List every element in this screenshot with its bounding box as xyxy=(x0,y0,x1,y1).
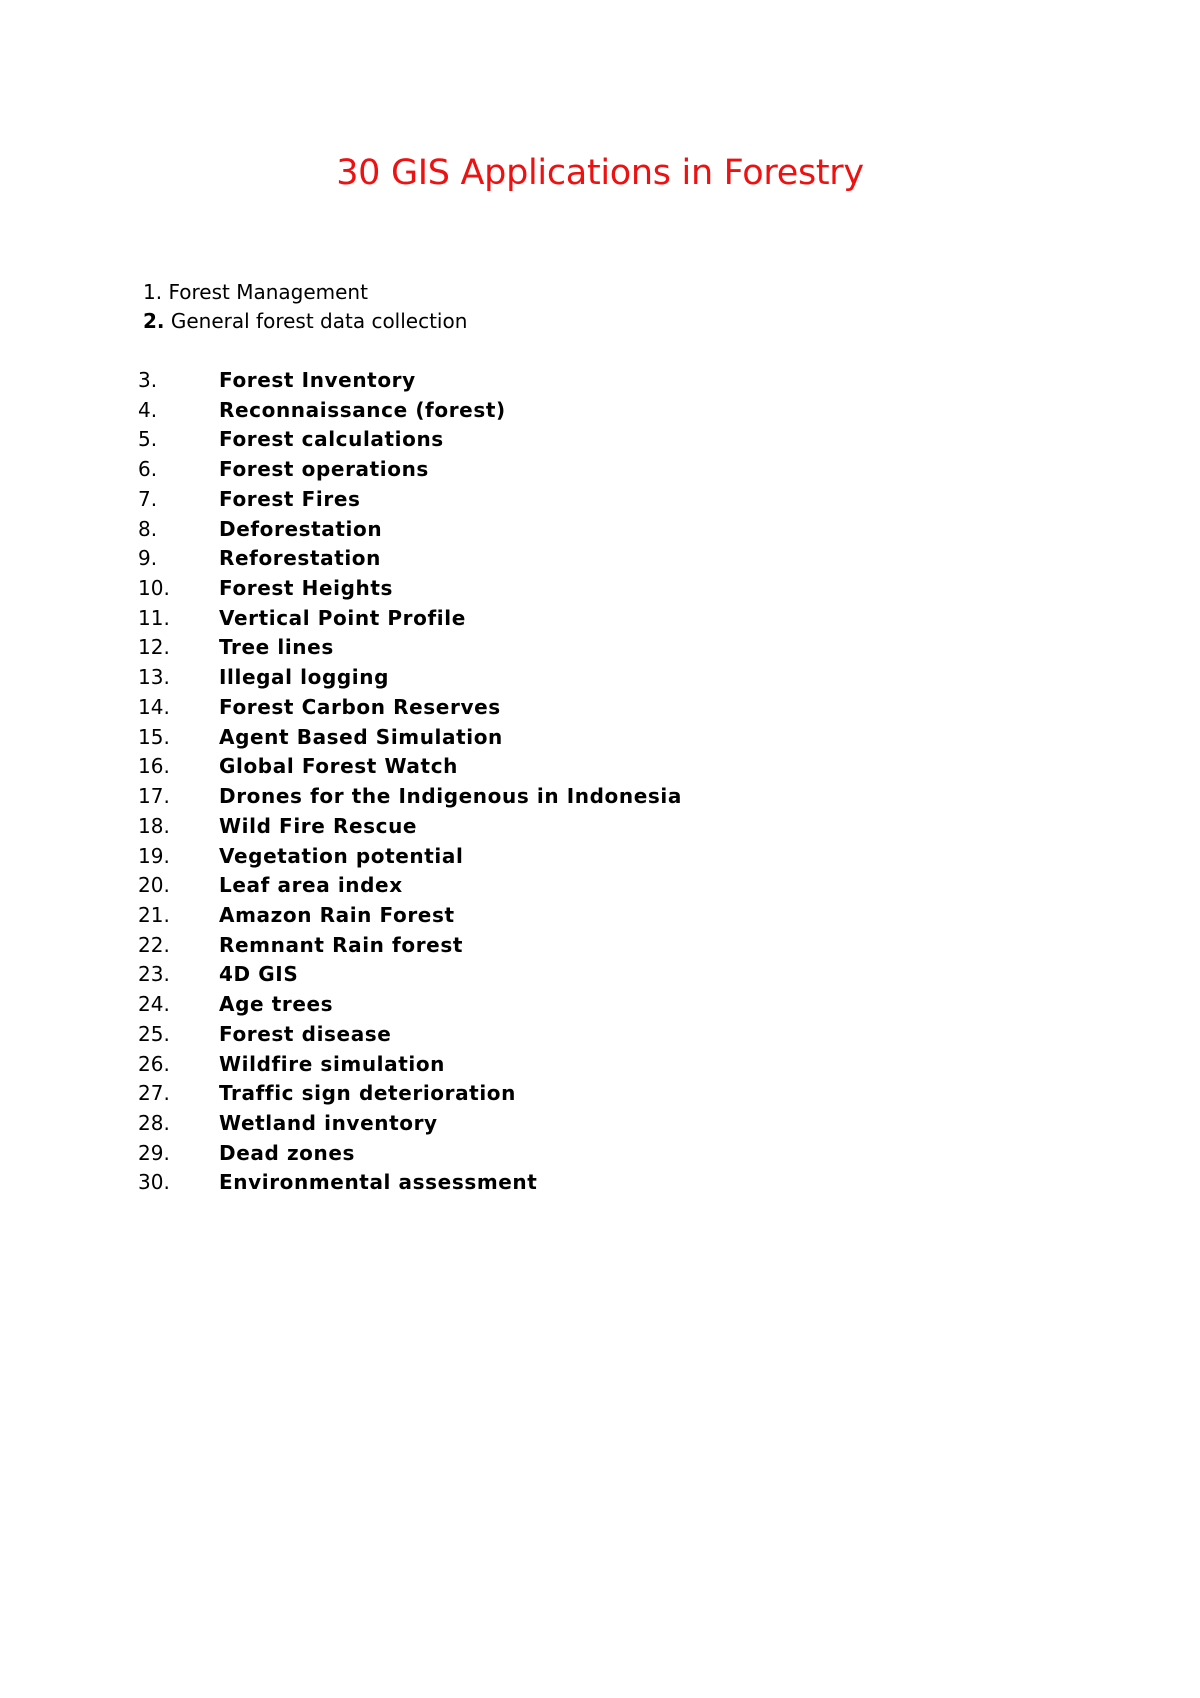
item-number: 21. xyxy=(138,902,170,927)
list-item xyxy=(138,1109,682,1139)
item-label: Leaf area index xyxy=(219,873,403,898)
list-item xyxy=(138,901,682,931)
item-number: 18. xyxy=(138,813,170,838)
item-label: Amazon Rain Forest xyxy=(219,902,455,927)
item-number: 26. xyxy=(138,1051,170,1076)
list-item xyxy=(138,960,682,990)
item-number: 30. xyxy=(138,1170,170,1195)
item-number: 9. xyxy=(138,546,158,571)
item-number: 10. xyxy=(138,576,170,601)
page-title: 30 GIS Applications in Forestry xyxy=(336,153,864,193)
item-label: Forest Fires xyxy=(219,486,361,511)
list-item xyxy=(138,782,682,812)
list-item xyxy=(143,278,467,307)
item-label: Forest Management xyxy=(168,280,368,304)
item-label: Wetland inventory xyxy=(219,1110,438,1135)
item-number: 19. xyxy=(138,843,170,868)
item-number: 29. xyxy=(138,1140,170,1165)
item-label: Tree lines xyxy=(219,635,334,660)
intro-list xyxy=(143,278,467,336)
list-item xyxy=(138,812,682,842)
list-item xyxy=(138,544,682,574)
item-label: Vertical Point Profile xyxy=(219,605,466,630)
item-label: Dead zones xyxy=(219,1140,356,1165)
list-item xyxy=(138,1168,682,1198)
item-number: 25. xyxy=(138,1021,170,1046)
list-item xyxy=(138,1050,682,1080)
item-label: Remnant Rain forest xyxy=(219,932,463,957)
list-item xyxy=(138,871,682,901)
item-label: Drones for the Indigenous in Indonesia xyxy=(219,784,682,809)
item-number: 28. xyxy=(138,1110,170,1135)
list-item xyxy=(138,396,682,426)
item-label: Forest Inventory xyxy=(219,368,416,392)
list-item xyxy=(138,990,682,1020)
item-label: Agent Based Simulation xyxy=(219,724,503,749)
list-item xyxy=(138,723,682,753)
item-label: Traffic sign deterioration xyxy=(219,1081,516,1106)
list-item xyxy=(138,752,682,782)
item-number: 12. xyxy=(138,635,170,660)
item-number: 15. xyxy=(138,724,170,749)
list-item xyxy=(138,1139,682,1169)
item-number: 3. xyxy=(138,368,158,392)
item-label: General forest data collection xyxy=(170,309,468,333)
item-number: 11. xyxy=(138,605,170,630)
list-item xyxy=(138,663,682,693)
item-number: 24. xyxy=(138,992,170,1017)
item-number: 23. xyxy=(138,962,170,987)
item-number: 4. xyxy=(138,397,158,422)
item-label: Forest disease xyxy=(219,1021,392,1046)
item-label: Wildfire simulation xyxy=(219,1051,446,1076)
item-label: Wild Fire Rescue xyxy=(219,813,418,838)
item-number: 16. xyxy=(138,754,170,779)
list-item xyxy=(138,1020,682,1050)
item-label: Environmental assessment xyxy=(219,1170,538,1195)
item-label: Global Forest Watch xyxy=(219,754,458,779)
item-label: Forest Heights xyxy=(219,576,394,601)
item-label: Forest Carbon Reserves xyxy=(219,694,501,719)
item-number: 7. xyxy=(138,486,158,511)
item-number: 5. xyxy=(138,427,158,452)
item-label: Illegal logging xyxy=(219,665,389,690)
list-item xyxy=(138,633,682,663)
list-item xyxy=(138,485,682,515)
item-number: 20. xyxy=(138,873,170,898)
item-number: 17. xyxy=(138,784,170,809)
item-label: 4D GIS xyxy=(219,962,299,987)
list-item xyxy=(138,425,682,455)
list-item xyxy=(138,515,682,545)
item-label: Deforestation xyxy=(219,516,383,541)
applications-list xyxy=(138,366,682,1198)
list-item xyxy=(138,574,682,604)
list-item xyxy=(143,307,467,336)
item-number: 22. xyxy=(138,932,170,957)
item-label: Forest operations xyxy=(219,457,429,482)
item-number: 2. xyxy=(143,309,165,333)
list-item xyxy=(138,1079,682,1109)
list-item xyxy=(138,604,682,634)
list-item xyxy=(138,842,682,872)
item-number: 8. xyxy=(138,516,158,541)
item-label: Age trees xyxy=(219,992,334,1017)
item-number: 1. xyxy=(143,280,163,304)
list-item xyxy=(138,693,682,723)
item-label: Forest calculations xyxy=(219,427,444,452)
item-label: Reconnaissance (forest) xyxy=(219,397,506,422)
list-item xyxy=(138,931,682,961)
item-label: Vegetation potential xyxy=(219,843,464,868)
item-label: Reforestation xyxy=(219,546,381,571)
item-number: 27. xyxy=(138,1081,170,1106)
item-number: 14. xyxy=(138,694,170,719)
item-number: 6. xyxy=(138,457,158,482)
list-item xyxy=(138,366,682,396)
list-item xyxy=(138,455,682,485)
item-number: 13. xyxy=(138,665,170,690)
